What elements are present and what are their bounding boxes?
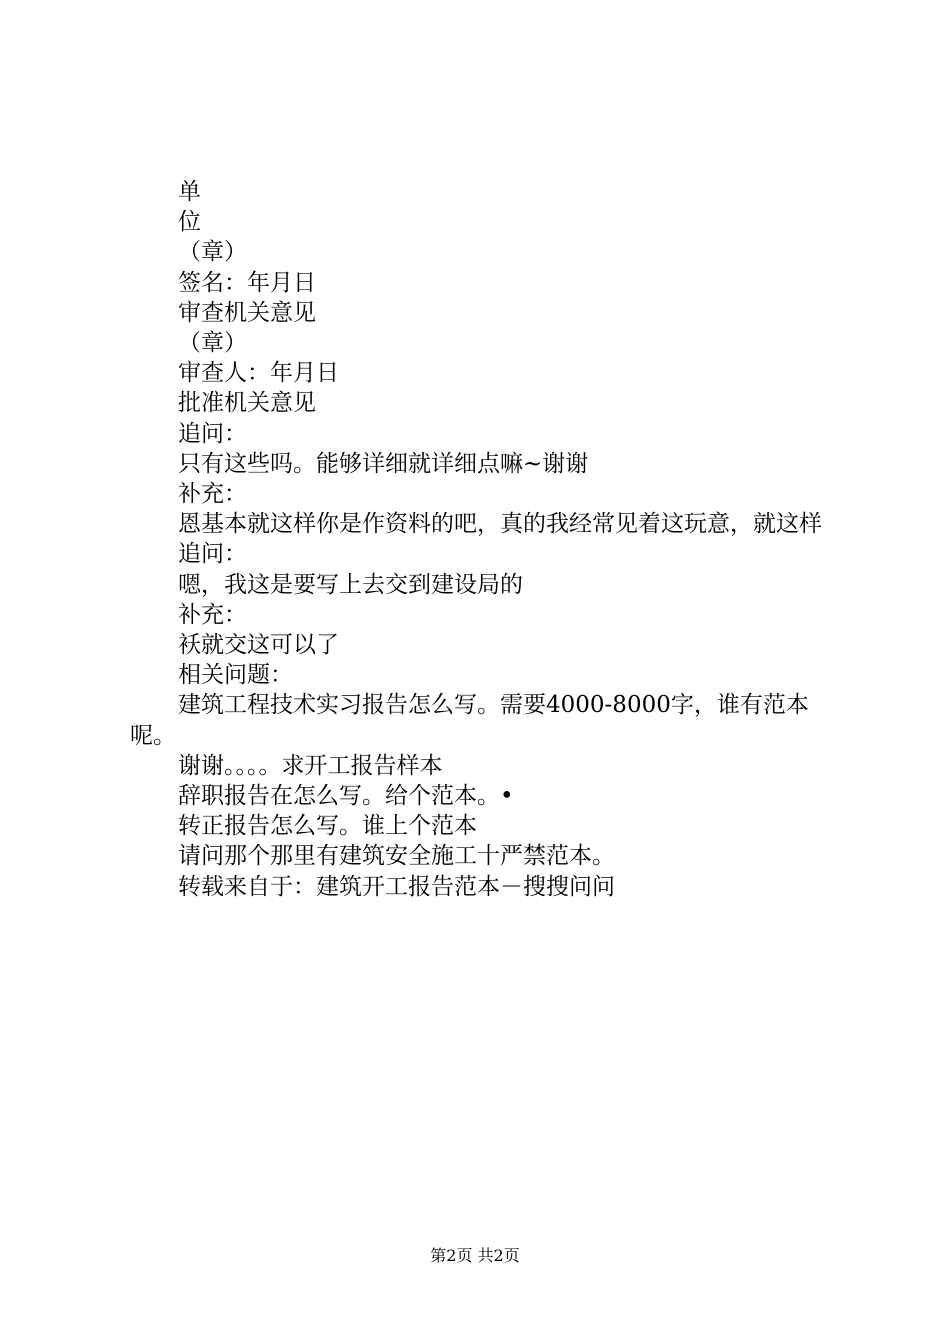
text-line: 审查人：年月日 xyxy=(178,360,339,387)
text-line: 追问： xyxy=(178,541,247,568)
text-line: （章） xyxy=(178,330,247,357)
text-line: 谢谢。。。。求开工报告样本 xyxy=(178,752,443,779)
text-line: 批准机关意见 xyxy=(178,390,316,417)
text-line: 请问那个那里有建筑安全施工十严禁范本。 xyxy=(178,843,615,870)
text-line: 签名：年月日 xyxy=(178,269,316,296)
text-line: 位 xyxy=(178,209,201,236)
text-line: 补充： xyxy=(178,481,247,508)
text-line: 补充： xyxy=(178,601,247,628)
text-line: 相关问题： xyxy=(178,662,293,689)
text-line: 审查机关意见 xyxy=(178,299,316,326)
text-paragraph: 建筑工程技术实习报告怎么写。需要4000-8000字，谁有范本呢。 xyxy=(130,692,809,749)
text-paragraph: 恩基本就这样你是作资料的吧，真的我经常见着这玩意，就这样 xyxy=(178,511,822,538)
text-line: 单 xyxy=(178,179,201,205)
text-line: 追问： xyxy=(178,420,247,447)
text-line: 只有这些吗。能够详细就详细点嘛~谢谢 xyxy=(178,450,589,477)
text-line: 转载来自于：建筑开工报告范本－搜搜问问 xyxy=(178,873,615,900)
page-footer: 第2页 共2页 xyxy=(430,1246,520,1265)
text-line: 袄就交这可以了 xyxy=(178,632,339,659)
text-line: 辞职报告在怎么写。给个范本。• xyxy=(178,783,514,810)
text-line: 嗯，我这是要写上去交到建设局的 xyxy=(178,571,523,598)
text-line: 转正报告怎么写。谁上个范本 xyxy=(178,813,477,840)
document-body xyxy=(130,177,830,902)
text-line: （章） xyxy=(178,239,247,266)
